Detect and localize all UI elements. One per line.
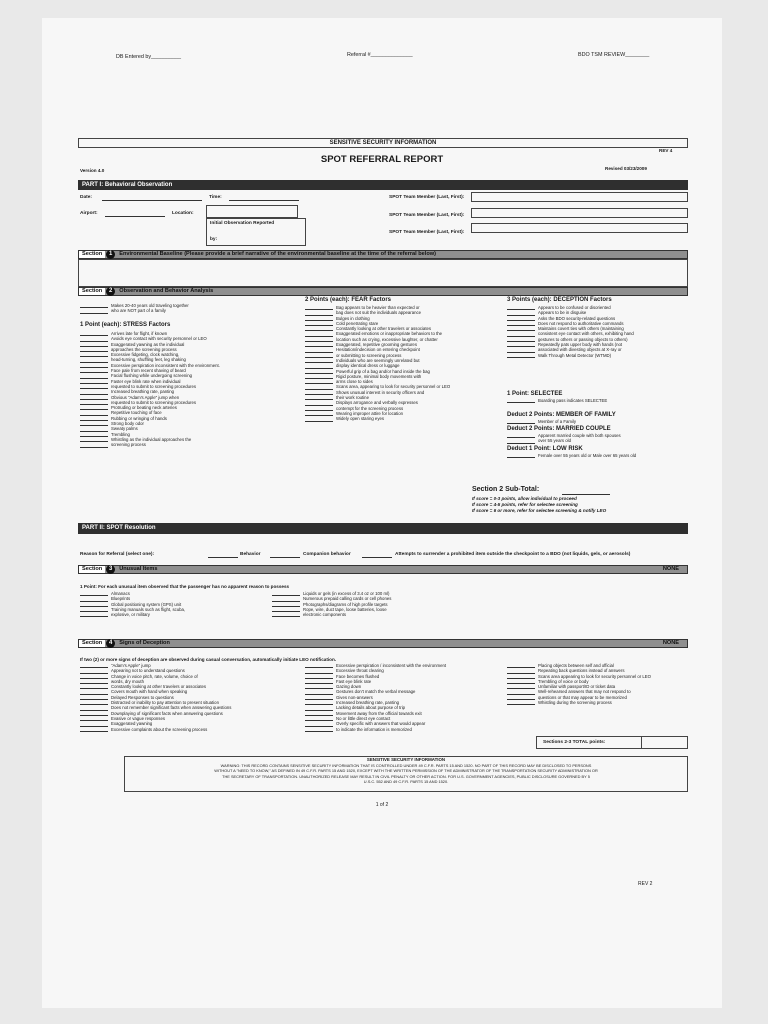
item-text: Unfamiliar with passport/ID or ticket data	[538, 684, 616, 690]
item-text: their work routine	[336, 395, 369, 401]
item-text: over 55 years old	[538, 438, 571, 444]
item-text: Sweaty palms	[111, 426, 138, 432]
stress-list	[80, 331, 220, 448]
item-text: Rubbing or wringing of hands	[111, 415, 167, 421]
item-text: Asks the BDO security-related questions	[538, 315, 616, 321]
item-text: Arrives late for flight, if known	[111, 331, 168, 336]
time-line	[229, 200, 299, 201]
ssi-title-box	[78, 138, 688, 148]
item-text: Bulges in clothing	[336, 315, 370, 321]
item-text: Individuals who are seemingly unrelated but	[336, 357, 420, 363]
item-text: head-turning, shuffling feet, leg shaking	[111, 357, 186, 363]
couple-header: Deduct 2 Points: MARRIED COUPLE	[507, 426, 611, 432]
score-note-2: If score = 4-5 points, refer for selectee screening	[472, 502, 578, 507]
checklist-item	[305, 416, 450, 421]
item-text: Fast eye blink rate	[336, 678, 372, 684]
item-text: requested to submit to screening procedures	[111, 383, 197, 389]
item-text: arms close to sides	[336, 379, 373, 385]
section2-bar	[78, 287, 688, 296]
part2-heading: PART II: SPOT Resolution	[78, 523, 688, 534]
checklist-item	[507, 438, 621, 443]
attempts-line	[362, 557, 392, 558]
item-text: Hesitation/indecision on entering checkpoint	[336, 347, 420, 353]
item-text: "Adam's Apple" jump	[111, 663, 151, 668]
item-text: Exaggerated yawning as the individual	[111, 341, 185, 347]
item-text: questions or that may appear to be memorized	[538, 694, 627, 700]
checkbox-line[interactable]	[305, 731, 333, 732]
item-text: Well-rehearsed answers that may not respond to	[538, 689, 631, 695]
item-text: explosive, or military	[111, 612, 150, 618]
item-text: Cold penetrating stare	[336, 320, 379, 326]
section1-bar	[78, 250, 688, 259]
behavior-option: Behavior	[240, 552, 261, 557]
checkbox-line[interactable]	[507, 704, 535, 705]
item-text: screening process	[111, 442, 146, 448]
section2-subtotal-label: Section 2 Sub-Total:	[472, 486, 540, 493]
item-text: Apparent married couple with both spouses	[538, 433, 621, 438]
item-text: Boarding pass indicates SELECTEE	[538, 398, 608, 403]
item-text: Blueprints	[111, 596, 131, 602]
item-text: words, dry mouth	[111, 678, 144, 684]
ssi-title: SENSITIVE SECURITY INFORMATION	[329, 140, 437, 146]
item-text: Trembling	[111, 431, 130, 437]
location-label: Location:	[172, 211, 194, 216]
item-text: Exaggerated, repetitive grooming gestures	[336, 342, 417, 348]
unusual-items-left	[80, 591, 185, 617]
item-text: Wearing improper attire for location	[336, 410, 404, 416]
item-text: Whistling during the screening process	[538, 700, 612, 706]
section3-intro: 1 Point: For each unusual item observed that the passenger has no apparent reason to possess	[80, 584, 290, 589]
item-text: Displays arrogance and verbally expresses	[336, 400, 418, 406]
airport-label: Airport:	[80, 211, 98, 216]
section3-title: Unusual Items	[119, 566, 158, 572]
item-text: Change in voice pitch, rate, volume, choice of	[111, 673, 198, 679]
checkbox-line[interactable]	[507, 457, 535, 458]
companion-option: Companion behavior	[303, 552, 351, 557]
part1-heading: PART I: Behavioral Observation	[78, 180, 688, 190]
item-text: Maintains covert ties with others (maintaining	[538, 326, 624, 332]
checkbox-line[interactable]	[80, 616, 108, 617]
item-text: Covers mouth with hand when speaking	[111, 689, 188, 695]
score-note-1: If score = 0-3 points, allow individual to proceed	[472, 496, 577, 501]
team-member-2-box	[471, 208, 688, 218]
item-text: Almanacs	[111, 591, 130, 596]
stress-header: 1 Point (each): STRESS Factors	[80, 322, 171, 328]
item-text: Walk Through Metal Detector (WTMD)	[538, 352, 612, 358]
total-points-divider	[641, 737, 642, 748]
item-text: location such as crying, excessive laughter, or chatter	[336, 336, 438, 342]
item-text: Repeating back questions instead of answers	[538, 668, 625, 674]
family-header: Deduct 2 Points: MEMBER OF FAMILY	[507, 412, 616, 418]
checklist-item	[507, 700, 651, 705]
total-points-box	[536, 736, 688, 749]
item-text: Rope, wire, duct tape, loose batteries, loose	[303, 606, 387, 612]
checklist-item	[80, 727, 231, 732]
item-text: Powerful grip of a bag and/or hand inside the bag	[336, 368, 430, 374]
section1-title: Environmental Baseline (Please provide a brief narrative of the environmental baseline at the time of the referral below)	[119, 251, 436, 257]
warning-line-2: WITHOUT A "NEED TO KNOW," AS DEFINED IN 49 C.F.R. PARTS 15 AND 1520, EXCEPT WITH THE WRITTEN PERMISSION OF THE ADMINISTRATOR OF THE TRANSPORTATION SECURITY ADMINISTRATION OR	[214, 768, 598, 774]
item-text: Facial flushing while undergoing screening	[111, 373, 192, 379]
item-text: Repetitive touching of face	[111, 410, 162, 416]
item-text: requested to submit to screening procedures	[111, 399, 197, 405]
item-text: or submitting to screening process	[336, 352, 402, 358]
family-list	[507, 419, 576, 424]
item-text: Repeatedly pats upper body with hands (not	[538, 342, 623, 348]
team-member-1-label: SPOT Team Member (Last, First):	[389, 195, 465, 200]
item-text: Face pale from recent shaving of beard	[111, 368, 186, 374]
time-label: Time:	[209, 195, 222, 200]
item-text: Increased breathing rate, panting	[111, 389, 175, 395]
item-text: Excessive perspiration inconsistent with the environment.	[111, 362, 220, 368]
db-entered-field: DB Entered by__________	[116, 54, 182, 60]
item-text: Delayed Responses to questions	[111, 694, 174, 700]
item-text: Faster eye blink rate when individual	[111, 378, 181, 384]
item-text: Lacking details about purpose of trip	[336, 705, 406, 711]
section3-label: Section	[79, 566, 105, 573]
item-text: Avoids eye contact with security personnel or LEO	[111, 336, 207, 342]
revised-label: Revised 03/23/2009	[605, 166, 647, 171]
section4-title: Signs of Deception	[119, 640, 170, 646]
deception-header: 3 Points (each): DECEPTION Factors	[507, 297, 612, 303]
deception-signs-col1	[80, 663, 231, 732]
team-member-2-label: SPOT Team Member (Last, First):	[389, 213, 465, 218]
lowrisk-list	[507, 453, 636, 458]
item-text: who are NOT part of a family	[111, 308, 166, 314]
item-text: Excessive fidgeting, clock watching,	[111, 352, 180, 358]
item-text: Protruding or beating neck arteries	[111, 405, 177, 411]
item-text: Constantly looking at other travelers or associates	[111, 684, 207, 690]
checklist-item	[80, 442, 220, 447]
section4-bar	[78, 639, 688, 648]
checklist-item	[272, 612, 391, 617]
score-note-3: If score = 6 or more, refer for selectee screening & notify LEO	[472, 508, 607, 513]
rev2-label: REV 2	[638, 881, 653, 887]
item-text: display identical dress or luggage	[336, 363, 400, 369]
item-text: Overly specific with answers that would appear	[336, 721, 426, 727]
section2-number: 2	[106, 287, 115, 296]
by-label: by:	[210, 237, 218, 242]
section4-label: Section	[79, 640, 105, 647]
item-text: Trembling of voice or body	[538, 678, 589, 684]
reason-label: Reason for Referral (select one):	[80, 552, 155, 557]
item-text: Excessive perspiration / inconsistent with the environment	[336, 663, 447, 668]
item-text: Female over 55 years old or Male over 65 years old	[538, 453, 637, 458]
fear-header: 2 Points (each): FEAR Factors	[305, 297, 392, 303]
item-text: associated with divesting objects at X-ray or	[538, 347, 622, 353]
checklist-item	[80, 612, 185, 617]
team-member-3-label: SPOT Team Member (Last, First):	[389, 230, 465, 235]
checkbox-line[interactable]	[272, 616, 300, 617]
date-line	[102, 200, 202, 201]
deception-signs-col2	[305, 663, 446, 732]
item-text: Does not remember significant facts when answering questions	[111, 705, 232, 711]
version-label: Version 4.0	[80, 168, 105, 173]
item-text: Downplaying of significant facts when answering questions	[111, 710, 223, 716]
footer-ssi: SENSITIVE SECURITY INFORMATION	[366, 757, 446, 762]
checkbox-line[interactable]	[80, 731, 108, 732]
checkbox-line[interactable]	[80, 447, 108, 448]
environmental-baseline-box	[78, 259, 688, 287]
section3-number: 3	[106, 565, 115, 574]
fear-list	[305, 305, 450, 422]
date-label: Date:	[80, 195, 92, 200]
rev-label: REV 4	[659, 148, 673, 153]
item-text: Gestures don't match the verbal message	[336, 689, 416, 695]
item-text: Excessive throat clearing	[336, 668, 384, 674]
section2-subtotal-line	[562, 494, 610, 495]
item-text: Shows unusual interest in security officers and	[336, 389, 425, 395]
item-text: No or little direct eye contact	[336, 715, 391, 721]
warning-box	[124, 756, 688, 792]
pre-items-list	[80, 303, 189, 314]
item-text: Constantly looking at other travelers or associates	[336, 326, 432, 332]
team-member-3-box	[471, 223, 688, 233]
item-text: Appearing not to understand questions	[111, 668, 185, 674]
airport-line	[105, 216, 165, 217]
item-text: Gives non-answers	[336, 694, 373, 700]
item-text: approaches the screening process	[111, 346, 177, 352]
section2-label: Section	[79, 288, 105, 295]
item-text: Exaggerated yawning	[111, 721, 153, 727]
couple-list	[507, 433, 621, 444]
selectee-header: 1 Point: SELECTEE	[507, 391, 563, 397]
item-text: Liquids or gels (in excess of 3.4 oz or 100 ml)	[303, 591, 390, 596]
section4-number: 4	[106, 639, 115, 648]
selectee-list	[507, 398, 607, 403]
warning-line-1: WARNING: THIS RECORD CONTAINS SENSITIVE SECURITY INFORMATION THAT IS CONTROLLED UNDER 49 C.F.R. PARTS 15 AND 1520. NO PART OF THIS RECORD MAY BE DISCLOSED TO PERSONS	[220, 763, 592, 768]
item-text: Placing objects between self and official	[538, 663, 614, 668]
checklist-item	[80, 308, 189, 313]
item-text: Photographs/diagrams of high profile targets	[303, 601, 388, 607]
item-text: gestures to others or passing objects to others)	[538, 336, 628, 342]
attempts-option: Attempts to surrender a prohibited item outside the checkpoint to a BDO (not liquids, gels, or aerosols)	[395, 552, 631, 557]
item-text: Makes 20-40 years old traveling together	[111, 303, 189, 308]
checkbox-line[interactable]	[507, 443, 535, 444]
page-title: SPOT REFERRAL REPORT	[320, 154, 444, 165]
companion-line	[270, 557, 300, 558]
item-text: Obvious "Adam's Apple" jump when	[111, 394, 180, 400]
total-points-label: Sections 2-3 TOTAL points:	[543, 740, 606, 745]
section3-none: NONE	[662, 566, 679, 572]
checkbox-line[interactable]	[507, 402, 535, 403]
item-text: contempt for the screening process	[336, 405, 404, 411]
item-text: Gazing down	[336, 684, 362, 690]
bdo-review-field: BDO TSM REVIEW________	[578, 52, 650, 58]
section4-intro: If two (2) or more signs of deception are observed during casual conversation, automatically initiate LEO notification.	[80, 657, 337, 662]
item-text: electronic components	[303, 612, 346, 618]
unusual-items-right	[272, 591, 391, 617]
behavior-line	[208, 557, 238, 558]
item-text: bag does not suit the individuals appearance	[336, 310, 422, 316]
scanned-sheet	[42, 18, 722, 1008]
item-text: Appears to be in disguise	[538, 310, 587, 316]
item-text: Appears to be confused or disoriented	[538, 305, 611, 310]
lowrisk-header: Deduct 1 Point: LOW RISK	[507, 446, 583, 452]
item-text: Bag appears to be heavier than expected or	[336, 305, 420, 310]
item-text: Distracted or inability to pay attention to present situation	[111, 700, 219, 706]
checkbox-line[interactable]	[80, 313, 108, 314]
team-member-1-box	[471, 192, 688, 202]
warning-line-4: U.S.C. 552 AND 49 C.F.R. PARTS 15 AND 1520.	[363, 779, 449, 785]
section1-number: 1	[106, 250, 115, 259]
checklist-item	[507, 353, 634, 358]
section3-bar	[78, 565, 688, 574]
item-text: Increased breathing rate, panting	[336, 700, 400, 706]
checklist-item	[507, 419, 576, 424]
score-notes	[472, 496, 606, 514]
checkbox-line[interactable]	[305, 421, 333, 422]
warning-line-3: THE SECRETARY OF TRANSPORTATION. UNAUTHORIZED RELEASE MAY RESULT IN CIVIL PENALTY OR OTHER ACTION. FOR U.S. GOVERNMENT AGENCIES, PUBLIC DISCLOSURE GOVERNED BY 5	[222, 773, 590, 779]
item-text: Does not respond to authoritative commands	[538, 320, 624, 326]
item-text: Exaggerated emotions or inappropriate behaviors to the	[336, 331, 443, 337]
item-text: to indicate the information is memorized	[336, 726, 412, 732]
referral-number-field: Referral #______________	[347, 52, 413, 58]
item-text: Widely open staring eyes	[336, 416, 385, 422]
item-text: Excessive complaints about the screening process	[111, 726, 208, 732]
item-text: Movement away from the official towards exit	[336, 710, 422, 716]
item-text: Whistling as the individual approaches the	[111, 436, 192, 442]
item-text: Strong body odor	[111, 421, 144, 427]
item-text: Member of a Family	[538, 419, 576, 424]
section4-none: NONE	[662, 640, 679, 646]
location-box	[206, 205, 298, 218]
checklist-item	[305, 727, 446, 732]
checkbox-line[interactable]	[507, 357, 535, 358]
page-number: 1 of 2	[375, 802, 389, 808]
item-text: Training manuals such as flight, scuba,	[111, 606, 186, 612]
initial-observation-label: Initial Observation Reported	[210, 221, 275, 226]
initial-observation-box	[206, 218, 306, 246]
section1-label: Section	[79, 251, 105, 258]
item-text: Global positioning system (GPS) unit	[111, 601, 182, 607]
item-text: Face becomes flushed	[336, 673, 380, 679]
item-text: Numerous prepaid calling cards or cell phones	[303, 596, 392, 602]
item-text: Scans area, appearing to look for security personnel or LEO	[336, 384, 451, 390]
deception-list	[507, 305, 634, 358]
checklist-item	[507, 398, 607, 403]
deception-signs-col3	[507, 663, 651, 705]
item-text: consistent eye contact with others, exhibiting hand	[538, 331, 634, 337]
checklist-item	[507, 453, 636, 458]
section2-title: Observation and Behavior Analysis	[119, 288, 214, 294]
item-text: Evasive or vague responses	[111, 715, 165, 721]
item-text: Rigid posture, minimal body movements with	[336, 373, 422, 379]
item-text: Scans area appearing to look for security personnel or LEO	[538, 673, 651, 679]
